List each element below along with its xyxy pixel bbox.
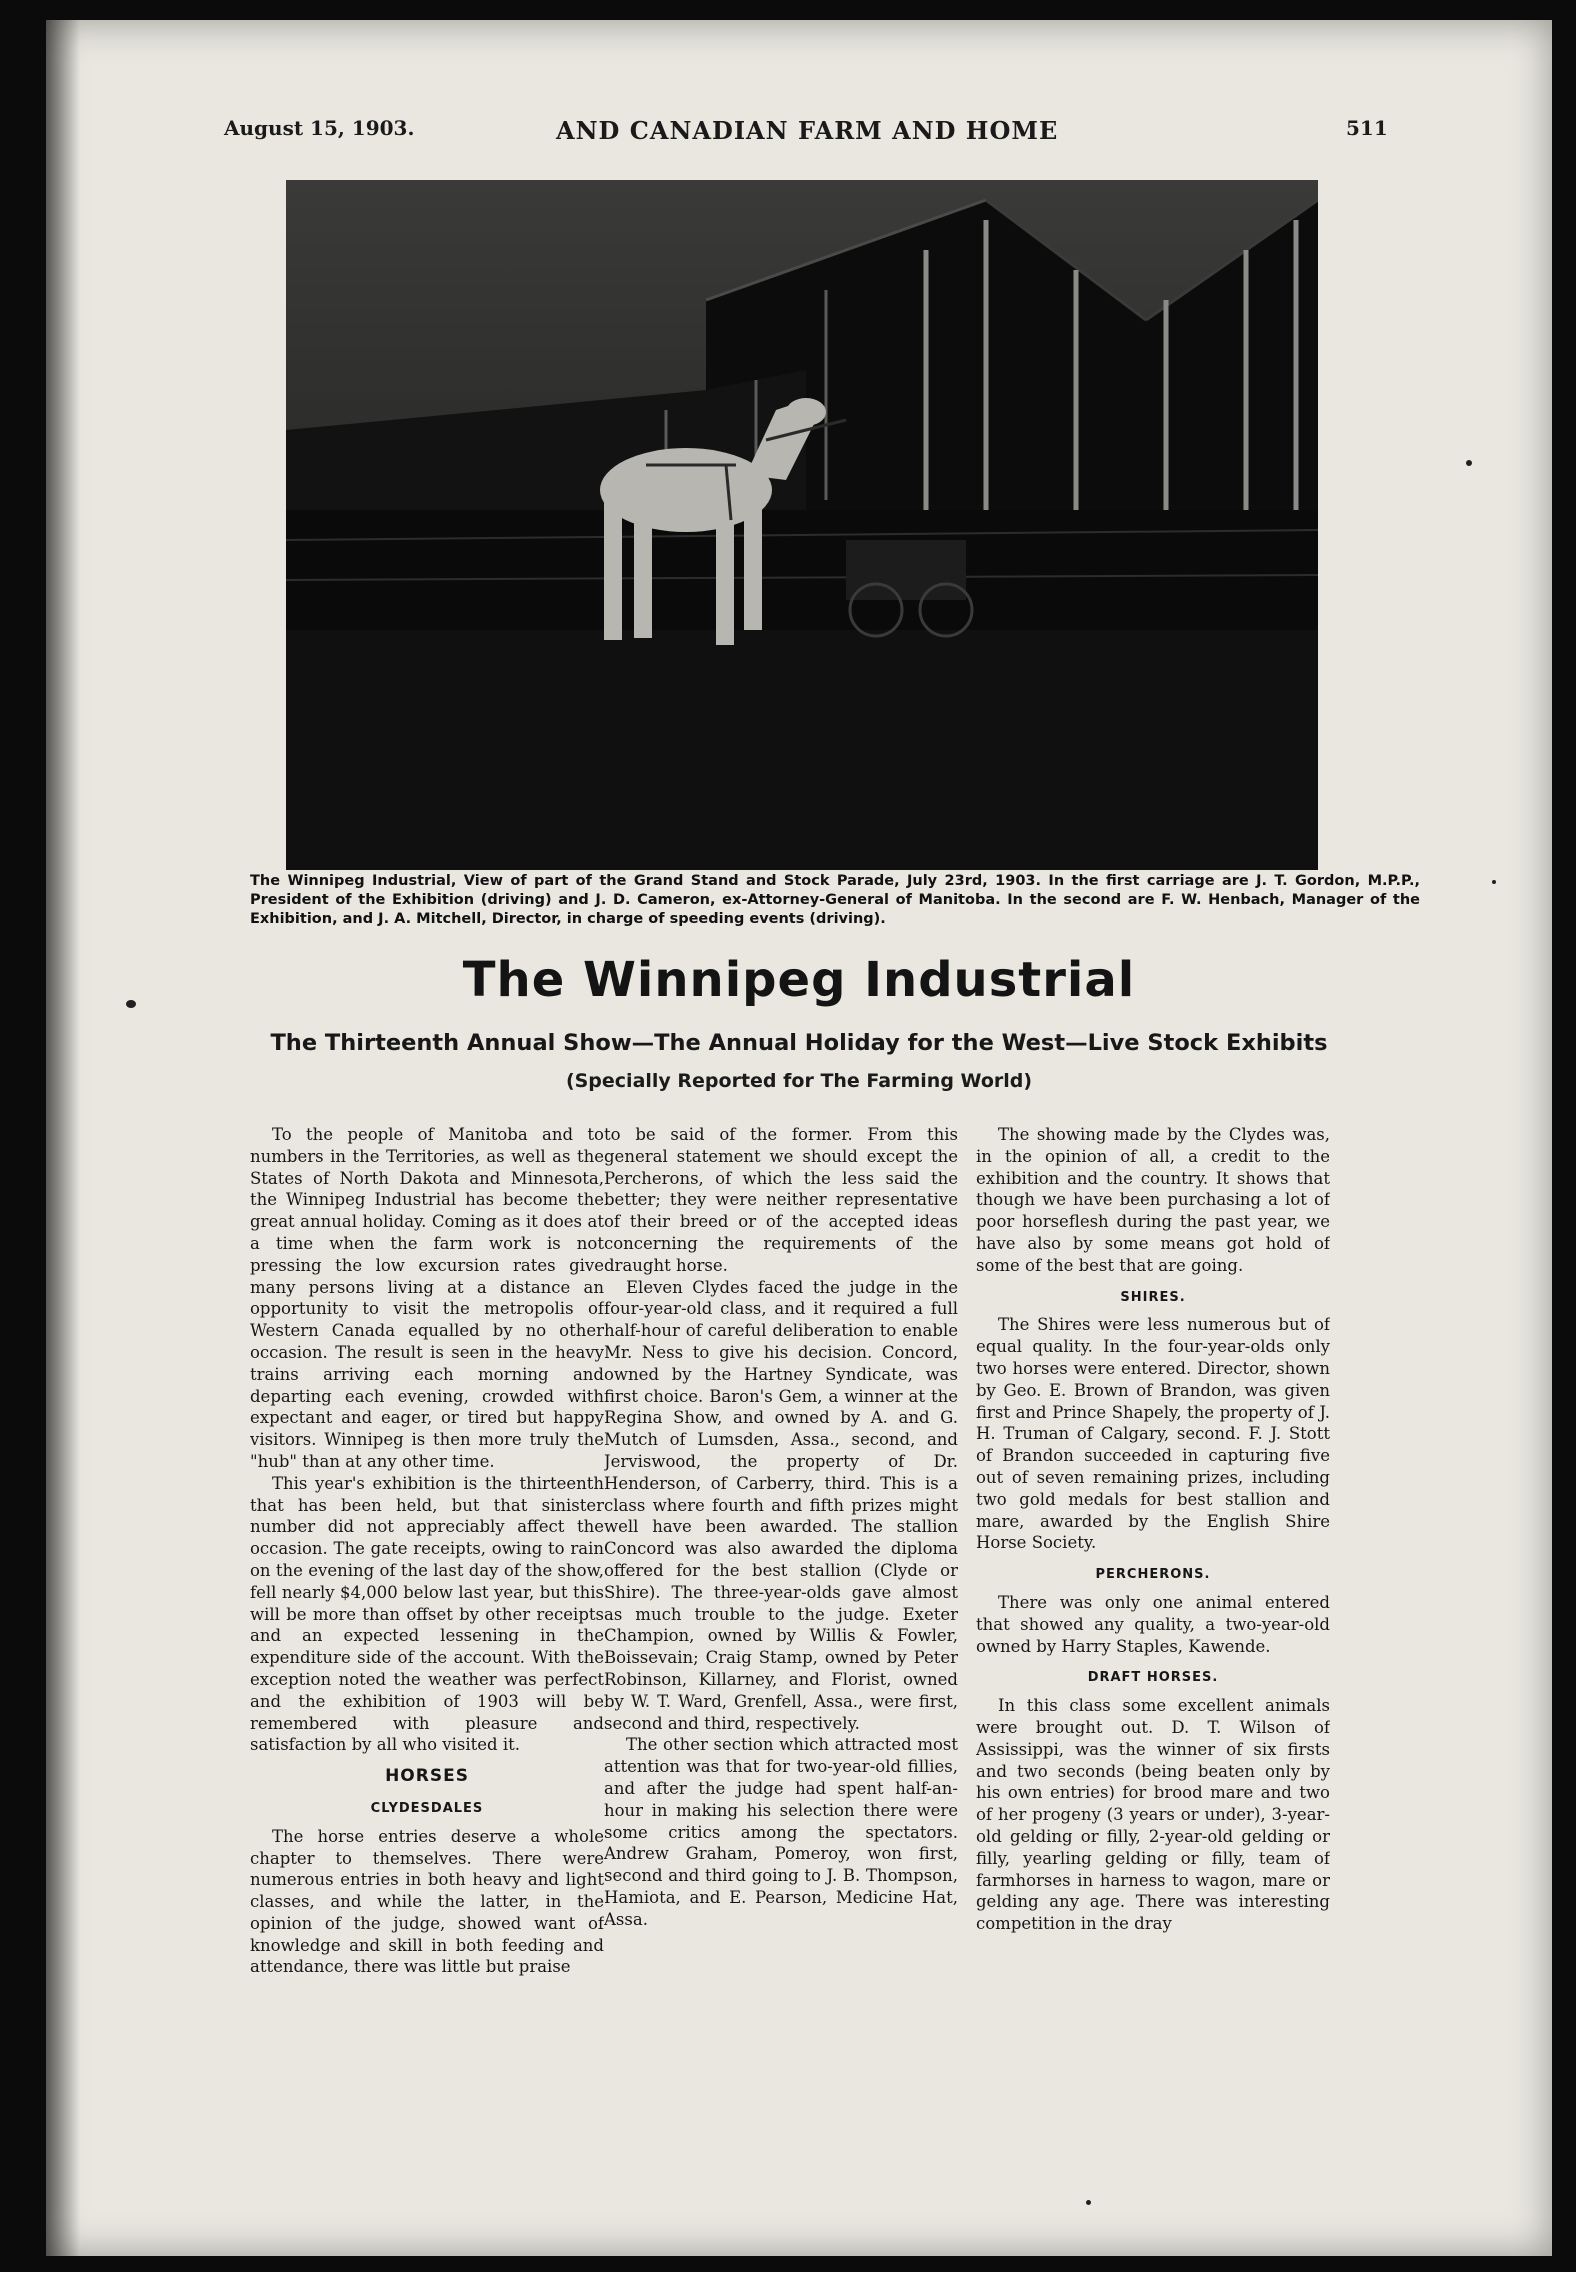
article-column-3 — [976, 1124, 1330, 2184]
paragraph: The horse entries deserve a whole chapter to themselves. There were numerous entries in both heavy and light classes, and while the latter, in the opinion of the judge, showed want of knowledge and skill in both feeding and attendance, there was little but praise — [250, 1826, 604, 1977]
paragraph: There was only one animal entered that showed any quality, a two-year-old owned by Harry Staples, Kawende. — [976, 1592, 1330, 1656]
newspaper-page — [46, 20, 1552, 2256]
article-column-1 — [250, 1124, 604, 2184]
section-heading-horses: HORSES — [385, 1766, 469, 1787]
grandstand-photo — [286, 180, 1318, 870]
paragraph: The showing made by the Clydes was, in the opinion of all, a credit to the exhibition and the country. It shows that though we have been purchasing a lot of poor horseflesh during the past year, we have also by some means got hold of some of the best that are going. — [976, 1125, 1330, 1275]
paragraph: To the people of Manitoba and to numbers in the Territories, as well as the States of North Dakota and Minnesota, the Winnipeg Industrial has become the great annual holiday. Coming as it does at a time when the farm work is not pressing the low excursion rates give many persons living at a distance an opportunity to visit the metropolis of Western Canada equalled by no other occasion. The result is seen in the heavy trains arriving each morning and departing each evening, crowded with expectant and eager, or tired but happy visitors. Winnipeg is then more truly the "hub" than at any other time. — [250, 1125, 604, 1471]
paragraph: The other section which attracted most attention was that for two-year-old fillies, and after the judge had spent half-an-hour in making his selection there were some critics among the spectators. Andrew Graham, Pomeroy, won first, second and third going to J. B. Thompson, Hamiota, and E. Pearson, Medicine Hat, Assa. — [604, 1735, 958, 1929]
section-heading-draft-horses: DRAFT HORSES. — [1087, 1670, 1219, 1686]
scan-speck — [1466, 460, 1472, 466]
article-title: The Winnipeg Industrial — [462, 952, 1136, 1008]
article-column-2 — [604, 1124, 958, 2184]
section-heading-clydesdales: CLYDESDALES — [370, 1800, 484, 1816]
scan-speck — [126, 1000, 136, 1008]
binding-shadow — [46, 20, 80, 2256]
page-number: 511 — [1346, 116, 1388, 140]
paragraph: to be said of the former. From this general statement we should except the Percherons, of which the less said the better; they were neither representative of their breed or of the accepted ideas concerning the requirements of the draught horse. — [604, 1125, 958, 1275]
scan-speck — [1492, 880, 1496, 884]
running-head — [46, 116, 1552, 156]
article-subtitle: The Thirteenth Annual Show—The Annual Holiday for the West—Live Stock Exhibits — [270, 1030, 1328, 1056]
grandstand-illustration — [286, 180, 1318, 870]
paragraph: This year's exhibition is the thirteenth that has been held, but that sinister number did not appreciably affect the occasion. The gate receipts, owing to rain on the evening of the last day of the show, fell nearly $4,000 below last year, but this will be more than offset by other receipts and an expected lessening in the expenditure side of the account. With the exception noted the weather was perfect and the exhibition of 1903 will be remembered with pleasure and satisfaction by all who visited it. — [250, 1473, 604, 1755]
paragraph: Eleven Clydes faced the judge in the four-year-old class, and it required a full half-hour of careful deliberation to enable Mr. Ness to give his decision. Concord, owned by the Hartney Syndicate, was first choice. Baron's Gem, a winner at the Regina Show, and owned by A. and G. Mutch of Lumsden, Assa., second, and Jerviswood, the property of Dr. Henderson, of Carberry, third. This is a class where fourth and fifth prizes might well have been awarded. The stallion Concord was also awarded the diploma offered for the best stallion (Clyde or Shire). The three-year-olds gave almost as much trouble to the judge. Exeter Champion, owned by Willis & Fowler, Boissevain; Craig Stamp, owned by Peter Robinson, Killarney, and Florist, owned by W. T. Ward, Grenfell, Assa., were first, second and third, respectively. — [604, 1277, 958, 1733]
section-heading-percherons: PERCHERONS. — [1095, 1567, 1211, 1583]
masthead: AND CANADIAN FARM AND HOME — [556, 116, 1059, 145]
section-heading-shires: SHIRES. — [1120, 1289, 1186, 1305]
issue-date: August 15, 1903. — [224, 116, 415, 140]
paragraph: In this class some excellent animals were brought out. D. T. Wilson of Assissippi, was the winner of six firsts and two seconds (being beaten only by his own entries) for brood mare and two of her progeny (3 years or under), 3-year-old gelding or filly, 2-year-old gelding or filly, yearling gelding or filly, team of farmhorses in harness to wagon, mare or gelding any age. There was interesting competition in the dray — [976, 1696, 1330, 1934]
scan-speck — [1086, 2200, 1091, 2205]
paragraph: The Shires were less numerous but of equal quality. In the four-year-olds only two horses were entered. Director, shown by Geo. E. Brown of Brandon, was given first and Prince Shapely, the property of J. H. Truman of Calgary, second. F. J. Stott of Brandon succeeded in capturing five out of seven remaining prizes, including two gold medals for best stallion and mare, awarded by the English Shire Horse Society. — [976, 1315, 1330, 1553]
article-byline: (Specially Reported for The Farming World) — [565, 1070, 1033, 1092]
photo-caption: The Winnipeg Industrial, View of part of the Grand Stand and Stock Parade, July 23rd, 1903. In the first carriage are J. T. Gordon, M.P.P., President of the Exhibition (driving) and J. D. Cameron, ex-Attorney-General of Manitoba. In the second are F. W. Henbach, Manager of the Exhibition, and J. A. Mitchell, Director, in charge of speeding events (driving). — [250, 873, 1420, 927]
